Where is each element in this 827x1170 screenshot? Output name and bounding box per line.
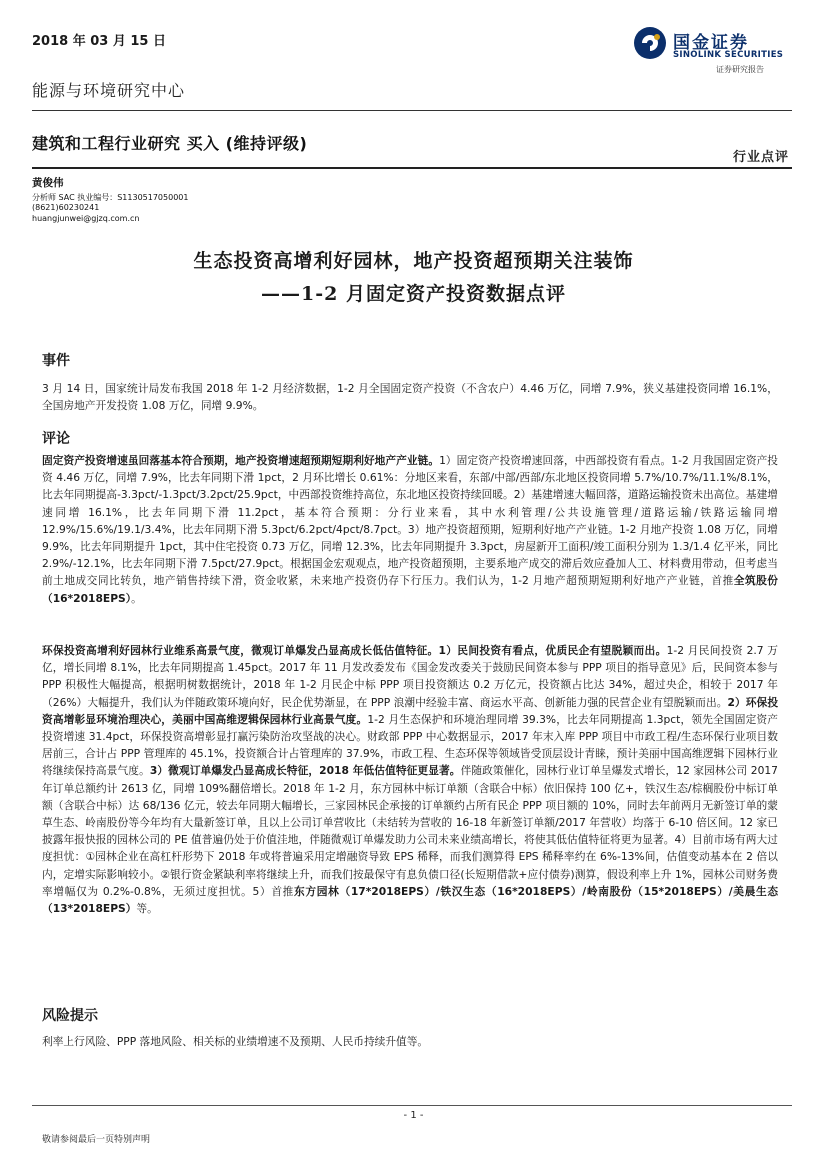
p2-end: 等。: [136, 902, 158, 916]
report-sub-title: ——1-2 月固定资产投资数据点评: [261, 283, 566, 305]
logo-en-text: SINOLINK SECURITIES: [673, 50, 784, 60]
report-date: 2018 年 03 月 15 日: [32, 34, 166, 49]
author-email[interactable]: huangjunwei@gjzq.com.cn: [32, 214, 140, 223]
p1-body: 1）固定资产投资增速回落，中西部投资有看点。1-2 月我国固定资产投资 4.46 万亿，同增 7.9%，比去年同期下滑 1pct，2 月环比增长 0.61%：分地区来看，东部/中部/西部/东北地区投资同增 5.7%/10.7%/11.1%/8.1%，比去年同期提高-3.3pct/-1.3pct/3.2pct/25.9pct，中西部投资维持高位，东北地区投资持续回暖。2）基建增速大幅回落，道路运输投资未出高位。基建增速同增 16.1%，比去年同期下滑 11.2pct，基本符合预期：分行业来看，其中水利管理/公共设施管理/道路运输/铁路运输同增 12.9%/15.6%/19.1/3.4%，比去年同期下滑 5.3pct/6.2pct/4pct/8.7pct。3）地产投资超预期，短期利好地产产业链。1-2 月地产投资 1.08 万亿，同增 9.9%，比去年同期提升 1pct，其中住宅投资 0.73 万亿，同增 12.3%，比去年同期提升 3.3pct，房屋新开工面积/竣工面积分别为 1.3/1.4 亿平米，同比 2.9%/-12.1%，比去年同期下滑 7.5pct/27.9pct。根据国金宏观观点，地产投资超预期，主要系地产成交的滞后效应叠加人工、材料费用带动，但考虑当前土地成交同比转负，地产销售持续下滑，资金收紧，未来地产投资仍存下行压力。我们认为，1-2 月地产超预期短期利好地产产业链，首推: [42, 454, 778, 588]
p1-bold-lead: 固定资产投资增速虽回落基本符合预期，地产投资增速超预期短期利好地产产业链。: [42, 454, 440, 467]
comment-paragraph-1: [42, 452, 778, 607]
sinolink-logo-icon: [633, 26, 667, 60]
analyst-sac-number: 分析师 SAC 执业编号：S1130517050001: [32, 193, 189, 202]
company-logo: [633, 22, 793, 74]
report-type-label: 行业点评: [732, 150, 789, 165]
p2-stock-picks: 东方园林（17*2018EPS）/铁汉生态（16*2018EPS）/岭南股份（15*2018EPS）/美晨生态（13*2018EPS）: [42, 884, 779, 916]
event-paragraph: 3 月 14 日，国家统计局发布我国 2018 年 1-2 月经济数据，1-2 月全国固定资产投资（不含农户）4.46 万亿，同增 7.9%，狭义基建投资同增 16.1%，全国房地产开发投资 1.08 万亿，同增 9.9%。: [42, 382, 778, 413]
title-divider: [32, 167, 792, 169]
risk-heading: 风险提示: [42, 1008, 98, 1024]
p2-body-1: 1-2 月民间投资 2.7 万亿，增长同增 8.1%，比去年同期提高 1.45pct。2017 年 11 月发改委发布《国金发改委关于鼓励民间资本参与 PPP 项目的指导意见》后，民间资本参与 PPP 积极性大幅提高，根据明树数据统计，2018 年 1-2 月民企中标 PPP 项目投资额达 0.2 万亿元，投资额占比达 34%，超过央企，相较于 2017 年（26%）大幅提升，我们认为伴随政策环境向好，民企优势渐显，在 PPP 浪潮中经验丰富、商运水平高、创新能力强的民营企业有望脱颖而出。: [42, 644, 778, 709]
p1-end: 。: [131, 591, 142, 605]
event-heading: 事件: [42, 353, 70, 369]
comment-paragraph-2: [42, 642, 778, 917]
p2-bold-lead: 环保投资高增利好园林行业维系高景气度，微观订单爆发凸显高成长低估值特征。1）民间投资有看点，优质民企有望脱颖而出。: [42, 644, 667, 657]
p2-body-2: 1-2 月生态保护和环境治理同增 39.3%，比去年同期提高 1.3pct，领先全国固定资产投资增速 31.4pct，环保投资高增彰显打赢污染防治攻坚战的决心。财政部 PPP 中心数据显示，2017 年末入库 PPP 项目中市政工程/生态环保行业项目数居前三，合计占 PPP 管理库的 45.1%，投资额合计占管理库的 37.9%，市政工程、生态环保等领域皆受顶层设计青睐，预计美丽中国高维逻辑下园林行业将继续保持高景气度。: [42, 712, 778, 778]
author-name: 黄俊伟: [32, 177, 64, 189]
p2-bold-3: 3）微观订单爆发凸显高成长特征，2018 年低估值特征更显著。: [149, 764, 461, 778]
p2-body-3: 伴随政策催化，园林行业订单呈爆发式增长，12 家园林公司 2017 年订单总额约计 2613 亿，同增 109%翻倍增长。2018 年 1-2 月，东方园林中标订单额（含联合中标）依旧保持 100 亿+，铁汉生态/棕榈股份中标订单额（含联合中标）达 68/136 亿元，较去年同期大幅增长，三家园林民企承接的订单额约占所有民企 PPP 项目额的 10%，同时去年前两月无新签订单的蒙草生态、岭南股份等今年均有大量新签订单，且以上公司订单营收比（未结转为营收的 16-18 年新签订单额/2017 年营收）均落于 6-10 倍区间。12 家已披露年报快报的园林公司的 PE 值普遍仍处于价值洼地，伴随微观订单爆发助力公司未来业绩高增长，将使其低估值特征将更为显著。4）目前市场有两大过度担忧：①园林企业在高杠杆形势下 2018 年或将普遍采用定增融资导致 EPS 稀释，而我们测算得 EPS 稀释率约在 6%-13%间，估值变动基本在 2 倍以内，定增实际影响较小。②银行资金紧缺利率将继续上升，而我们按最保守有息负债口径(长短期借款+应付债券)测算，假设利率上升 1%，园林公司财务费率增幅仅为 0.2%-0.8%，无须过度担忧。5）首推: [42, 764, 778, 898]
page-number: - 1 -: [403, 1110, 424, 1121]
comment-heading: 评论: [42, 431, 70, 447]
footer-divider: [32, 1105, 792, 1106]
logo-cn-text: 国金证券: [673, 33, 749, 53]
logo-sub-text: 证券研究报告: [716, 65, 764, 74]
department-name: 能源与环境研究中心: [32, 81, 186, 100]
p1-stock-pick: 全筑股份（16*2018EPS）: [42, 574, 778, 605]
report-main-title: 生态投资高增利好园林，地产投资超预期关注装饰: [193, 250, 634, 272]
industry-rating-title: 建筑和工程行业研究 买入 (维持评级): [32, 134, 308, 153]
p2-bold-2: 2）环保投资高增彰显环境治理决心，美丽中国高维逻辑保园林行业高景气度。: [42, 695, 779, 726]
disclaimer-note: 敬请参阅最后一页特别声明: [42, 1135, 151, 1145]
risk-paragraph: 利率上行风险、PPP 落地风险、相关标的业绩增速不及预期、人民币持续升值等。: [42, 1035, 429, 1048]
author-phone: (8621)60230241: [32, 203, 100, 212]
header-divider: [32, 110, 792, 111]
